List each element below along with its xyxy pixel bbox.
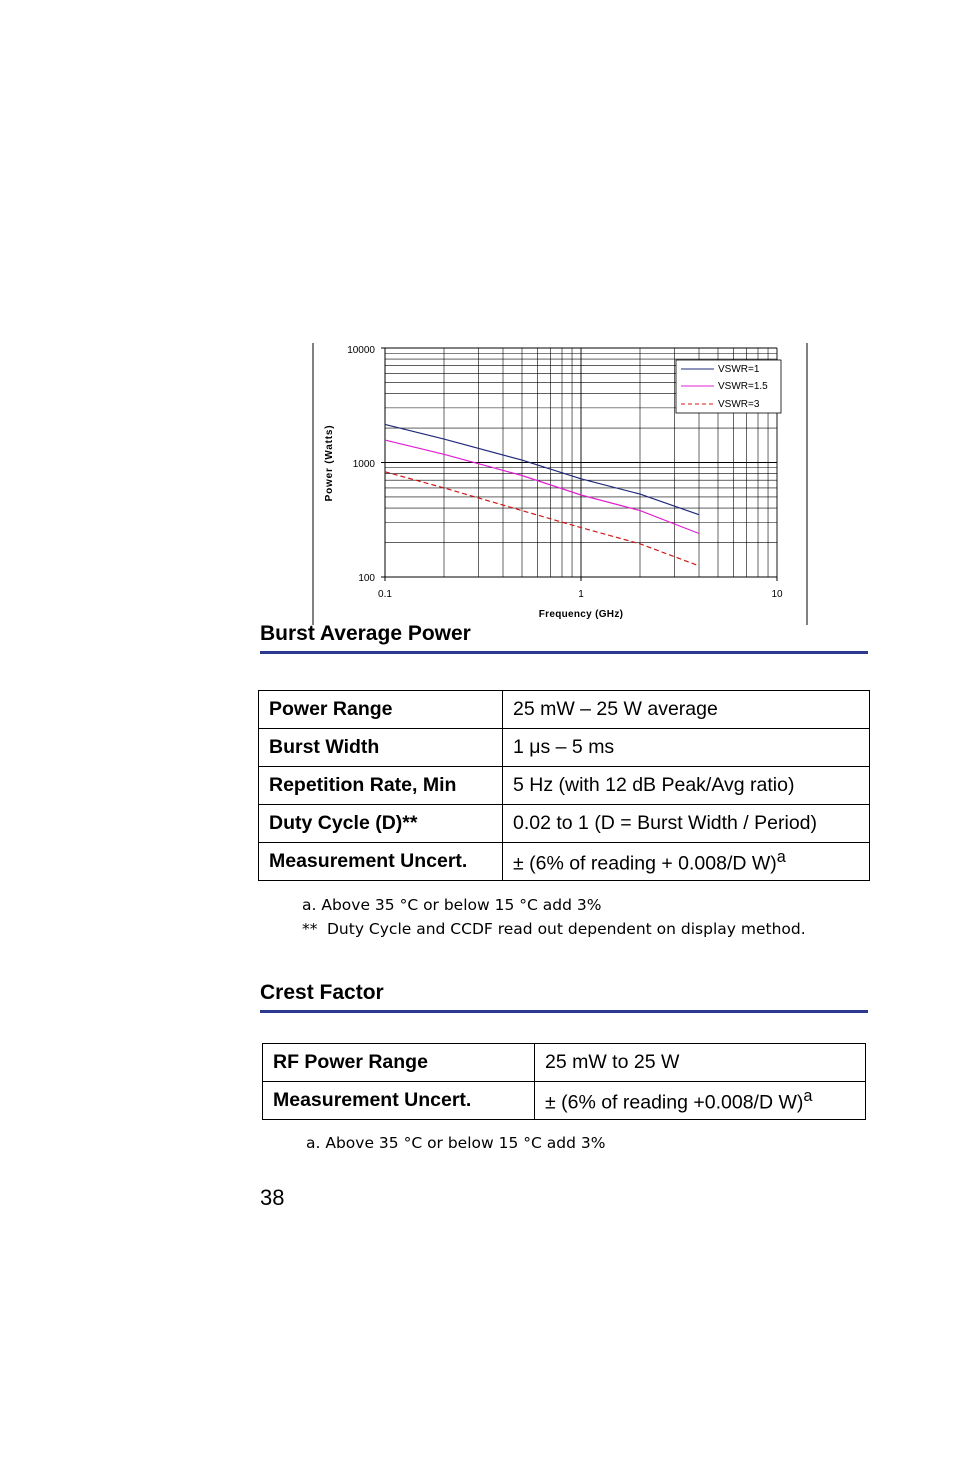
footnote-a: a. Above 35 °C or below 15 °C add 3%	[306, 1134, 606, 1152]
table-row	[259, 805, 870, 843]
x-axis-label: Frequency (GHz)	[538, 609, 624, 620]
series-line-vswr-1	[385, 424, 699, 514]
row-label: RF Power Range	[263, 1044, 535, 1082]
legend-label-vswr1-5: VSWR=1.5	[718, 381, 768, 392]
table-row	[263, 1044, 866, 1082]
row-label: Power Range	[259, 691, 503, 729]
burst-average-power-table	[258, 690, 870, 881]
table-row	[259, 843, 870, 881]
crest-factor-table	[262, 1043, 866, 1120]
section-heading-crest-factor: Crest Factor	[260, 981, 868, 1013]
y-tick-label: 1000	[352, 459, 375, 470]
row-value	[535, 1082, 866, 1120]
x-tick-label: 10	[771, 589, 783, 600]
chart-legend	[676, 360, 781, 413]
row-label: Burst Width	[259, 729, 503, 767]
row-label: Repetition Rate, Min	[259, 767, 503, 805]
footnote-marker: a	[776, 847, 786, 866]
x-tick-label: 0.1	[378, 589, 392, 600]
row-value: 25 mW to 25 W	[535, 1044, 866, 1082]
y-axis-label: Power (Watts)	[324, 424, 335, 502]
footnote-a: a. Above 35 °C or below 15 °C add 3%	[302, 896, 602, 914]
footnote-marker: **	[302, 920, 318, 938]
table-row	[259, 691, 870, 729]
row-value-text: ± (6% of reading + 0.008/D W)	[513, 852, 777, 875]
row-value	[503, 843, 870, 881]
series-line-vswr-3	[385, 472, 699, 566]
series-line-vswr-1-5	[385, 440, 699, 533]
power-frequency-chart	[300, 335, 820, 625]
row-value: 1 μs – 5 ms	[503, 729, 870, 767]
row-value-text: ± (6% of reading +0.008/D W)	[545, 1091, 804, 1114]
footnote-marker: a	[803, 1086, 813, 1105]
y-tick-label: 100	[358, 573, 375, 584]
row-value: 0.02 to 1 (D = Burst Width / Period)	[503, 805, 870, 843]
row-label: Measurement Uncert.	[259, 843, 503, 881]
footnote-text: Duty Cycle and CCDF read out dependent on display method.	[327, 920, 806, 938]
legend-label-vswr3: VSWR=3	[718, 399, 760, 410]
y-tick-label: 10000	[347, 345, 375, 356]
row-label: Duty Cycle (D)**	[259, 805, 503, 843]
legend-label-vswr1: VSWR=1	[718, 364, 760, 375]
chart-series-group	[385, 424, 699, 566]
x-tick-label: 1	[578, 589, 584, 600]
table-row	[263, 1082, 866, 1120]
footnote-duty-cycle	[302, 917, 827, 941]
row-value: 25 mW – 25 W average	[503, 691, 870, 729]
table-row	[259, 767, 870, 805]
row-label: Measurement Uncert.	[263, 1082, 535, 1120]
page-number: 38	[260, 1185, 285, 1210]
section-heading-burst-average-power: Burst Average Power	[260, 622, 868, 654]
table-row	[259, 729, 870, 767]
row-value: 5 Hz (with 12 dB Peak/Avg ratio)	[503, 767, 870, 805]
